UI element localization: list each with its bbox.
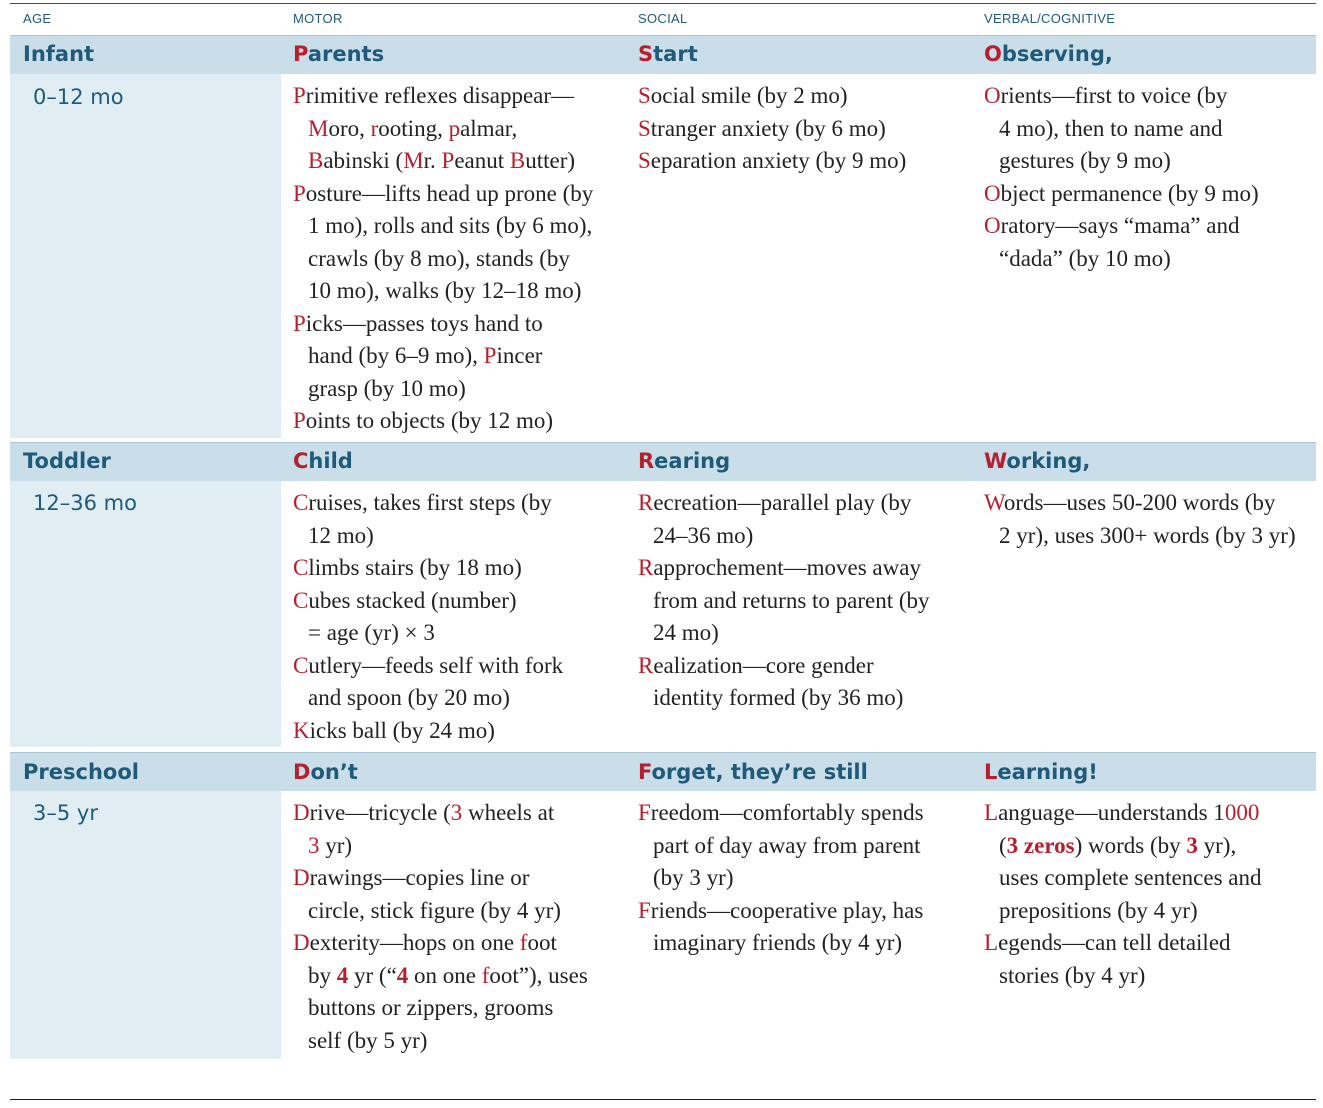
mnemonic-letter: D (293, 865, 310, 890)
milestone-text: riends—cooperative play, has (650, 897, 924, 923)
mnemonic-emphasis: 4 (336, 962, 349, 988)
milestone-text: (by 3 yr) (653, 865, 734, 890)
milestone-text: egends—can tell detailed (998, 930, 1231, 955)
milestone-text: ecreation—parallel play (by (653, 490, 912, 515)
milestone-item (638, 552, 980, 650)
milestone-text: ubes stacked (number) (308, 587, 517, 613)
mnemonic-letter: B (308, 148, 324, 173)
milestone-item (638, 113, 980, 146)
infant-verbal-cell (984, 80, 1314, 275)
milestone-text: icks ball (by 24 mo) (309, 717, 495, 743)
preschool-age-cell (10, 791, 281, 1059)
mnemonic-letter: C (293, 490, 309, 515)
milestone-text: prepositions (by 4 yr) (999, 897, 1198, 923)
mnemonic-letter: W (984, 490, 1004, 515)
milestone-item (638, 797, 980, 895)
milestone-item (638, 145, 980, 178)
milestone-text: buttons or zippers, grooms (308, 995, 554, 1020)
preschool-verbal-cell (984, 797, 1314, 992)
milestone-text: ( (999, 832, 1007, 858)
milestone-text: utlery—feeds self with fork (308, 652, 564, 678)
milestone-text: 24 mo) (653, 620, 719, 645)
milestone-text: bject permanence (by 9 mo) (1000, 180, 1259, 206)
mnemonic-letter: F (638, 897, 651, 923)
milestone-text: “dada” (by 10 mo) (999, 245, 1171, 271)
mnemonic-letter: 3 (308, 832, 320, 858)
milestone-text: from and returns to parent (by (653, 587, 930, 613)
milestone-text: eparation anxiety (by 9 mo) (650, 148, 907, 173)
milestone-item (293, 308, 633, 406)
milestone-text: 12 mo) (308, 522, 374, 548)
milestone-text: eanut (454, 148, 510, 173)
milestone-text: exterity—hops on one (309, 930, 520, 955)
milestone-text: tranger anxiety (by 6 mo) (650, 115, 886, 141)
mnemonic-letter: 000 (1224, 800, 1260, 825)
mnemonic-letter: K (293, 717, 310, 743)
milestone-item (984, 927, 1314, 992)
mnemonic-letter: P (293, 408, 306, 433)
milestone-text: ooting, (378, 115, 449, 141)
milestone-item (293, 862, 633, 927)
milestone-text: yr (“ (348, 962, 397, 988)
toddler-mnemonic-social: Rearing (638, 449, 731, 473)
milestone-item (638, 895, 980, 960)
milestone-text: uses complete sentences and (999, 865, 1262, 890)
preschool-mnemonic-verbal: Learning! (984, 760, 1098, 784)
milestone-text: grasp (by 10 mo) (308, 375, 466, 401)
preschool-age-range: 3–5 yr (33, 801, 98, 825)
toddler-social-cell (638, 487, 980, 715)
mnemonic-letter: D (293, 930, 310, 955)
milestone-item (984, 210, 1314, 275)
mnemonic-letter: S (638, 83, 651, 108)
bottom-rule (10, 1099, 1316, 1100)
header-age: AGE (23, 11, 52, 26)
mnemonic-letter: P (293, 83, 306, 108)
milestone-text: ealization—core gender (653, 652, 874, 678)
mnemonic-letter: R (638, 555, 654, 580)
mnemonic-letter: P (293, 180, 306, 206)
milestone-text: oints to objects (by 12 mo) (305, 408, 554, 433)
milestone-text: 2 yr), uses 300+ words (by 3 yr) (999, 522, 1296, 548)
mnemonic-letter: p (448, 115, 461, 141)
milestone-item (293, 178, 633, 308)
milestone-item (984, 487, 1314, 552)
milestone-text: and spoon (by 20 mo) (308, 685, 510, 710)
milestone-text: wheels at (462, 800, 555, 825)
header-verbal-cognitive: VERBAL/COGNITIVE (984, 11, 1116, 26)
milestone-text: limbs stairs (by 18 mo) (308, 555, 522, 580)
milestone-item (293, 80, 633, 178)
milestone-text: almar, (460, 115, 518, 141)
milestone-text: rawings—copies line or (309, 865, 530, 890)
mnemonic-letter: F (638, 800, 651, 825)
mnemonic-letter: f (481, 962, 490, 988)
milestone-text: gestures (by 9 mo) (999, 148, 1171, 173)
milestone-text: yr), (1197, 832, 1237, 858)
mnemonic-letter: 3 (450, 800, 463, 825)
top-rule (10, 3, 1316, 4)
toddler-age-range: 12–36 mo (33, 491, 137, 515)
mnemonic-emphasis: 3 zeros (1006, 832, 1075, 858)
milestone-text: hand (by 6–9 mo), (308, 343, 484, 368)
milestone-text: imaginary friends (by 4 yr) (653, 930, 903, 955)
milestone-text: ratory—says “mama” and (1000, 213, 1240, 238)
infant-age-range: 0–12 mo (33, 85, 124, 109)
milestone-item (293, 797, 633, 862)
milestone-text: rients—first to voice (by (1000, 83, 1228, 108)
milestone-text: icks—passes toys hand to (305, 310, 543, 336)
milestone-item (984, 797, 1314, 927)
header-social: SOCIAL (638, 11, 688, 26)
milestone-text: 10 mo), walks (by 12–18 mo) (308, 278, 582, 303)
milestone-item (638, 487, 980, 552)
infant-age-cell (10, 74, 281, 438)
mnemonic-letter: C (293, 555, 309, 580)
milestone-item (293, 585, 633, 650)
toddler-age-cell (10, 481, 281, 747)
milestone-text: by (308, 962, 337, 988)
mnemonic-letter: R (638, 490, 654, 515)
milestone-text: part of day away from parent (653, 832, 921, 858)
milestone-item (293, 405, 633, 438)
milestone-text: stories (by 4 yr) (999, 962, 1146, 988)
mnemonic-letter: S (638, 148, 651, 173)
infant-social-cell (638, 80, 980, 178)
milestone-item (638, 80, 980, 113)
milestone-text: rive—tricycle ( (309, 800, 451, 825)
milestone-text: abinski ( (323, 148, 404, 173)
mnemonic-letter: P (441, 148, 455, 173)
milestone-text: identity formed (by 36 mo) (653, 685, 904, 710)
milestone-text: reedom—comfortably spends (650, 800, 924, 825)
preschool-motor-cell (293, 797, 633, 1057)
preschool-mnemonic-social: Forget, they’re still (638, 760, 868, 784)
toddler-verbal-cell (984, 487, 1314, 552)
mnemonic-letter: M (308, 115, 329, 141)
milestone-text: circle, stick figure (by 4 yr) (308, 897, 561, 923)
mnemonic-letter: P (483, 343, 497, 368)
mnemonic-letter: O (984, 213, 1001, 238)
milestone-item (638, 650, 980, 715)
milestone-item (293, 487, 633, 552)
mnemonic-letter: P (293, 310, 306, 336)
milestone-text: oot (527, 930, 557, 955)
milestone-text: r. (423, 148, 442, 173)
milestone-text: incer (496, 343, 543, 368)
milestone-text: ocial smile (by 2 mo) (650, 83, 848, 108)
milestone-text: oro, (328, 115, 371, 141)
mnemonic-letter: S (638, 115, 651, 141)
preschool-stage-label: Preschool (23, 760, 139, 784)
milestone-text: approchement—moves away (653, 555, 921, 580)
infant-mnemonic-verbal: Observing, (984, 42, 1113, 66)
mnemonic-letter: O (984, 180, 1001, 206)
milestone-text: ords—uses 50-200 words (by (1003, 490, 1276, 515)
milestone-text: ruises, takes first steps (by (308, 490, 552, 515)
milestone-text: yr) (319, 832, 353, 858)
milestone-text: anguage—understands 1 (998, 800, 1225, 825)
milestone-item (293, 650, 633, 715)
milestone-text: on one (408, 962, 482, 988)
mnemonic-letter: r (370, 115, 379, 141)
mnemonic-letter: O (984, 83, 1001, 108)
milestone-text: utter) (525, 148, 576, 173)
mnemonic-letter: C (293, 652, 309, 678)
mnemonic-letter: L (984, 800, 999, 825)
milestone-text: self (by 5 yr) (308, 1027, 428, 1053)
milestone-text: oot”), uses (489, 962, 588, 988)
toddler-motor-cell (293, 487, 633, 747)
mnemonic-emphasis: 4 (396, 962, 409, 988)
milestone-item (293, 552, 633, 585)
milestone-item (984, 178, 1314, 211)
preschool-social-cell (638, 797, 980, 960)
mnemonic-letter: B (509, 148, 526, 173)
milestone-item (984, 80, 1314, 178)
milestone-text: 24–36 mo) (653, 522, 754, 548)
infant-motor-cell (293, 80, 633, 438)
infant-mnemonic-social: Start (638, 42, 698, 66)
infant-mnemonic-motor: Parents (293, 42, 385, 66)
milestone-text: 4 mo), then to name and (999, 115, 1223, 141)
milestone-item (293, 715, 633, 748)
toddler-mnemonic-motor: Child (293, 449, 353, 473)
mnemonic-emphasis: 3 (1186, 832, 1198, 858)
milestone-text: rimitive reflexes disappear— (305, 83, 575, 108)
toddler-mnemonic-verbal: Working, (984, 449, 1091, 473)
infant-stage-label: Infant (23, 42, 95, 66)
milestone-text: crawls (by 8 mo), stands (by (308, 245, 570, 271)
mnemonic-letter: C (293, 587, 309, 613)
mnemonic-letter: R (638, 652, 654, 678)
toddler-stage-label: Toddler (23, 449, 111, 473)
mnemonic-letter: f (519, 930, 528, 955)
milestone-text: osture—lifts head up prone (by (305, 180, 594, 206)
preschool-mnemonic-motor: Don’t (293, 760, 358, 784)
milestone-text: ) words (by (1074, 832, 1187, 858)
milestone-text: = age (yr) × 3 (308, 620, 435, 645)
mnemonic-letter: D (293, 800, 310, 825)
milestone-text: 1 mo), rolls and sits (by 6 mo), (308, 213, 593, 238)
header-motor: MOTOR (293, 11, 343, 26)
mnemonic-letter: L (984, 930, 999, 955)
mnemonic-letter: M (403, 148, 424, 173)
milestone-item (293, 927, 633, 1057)
